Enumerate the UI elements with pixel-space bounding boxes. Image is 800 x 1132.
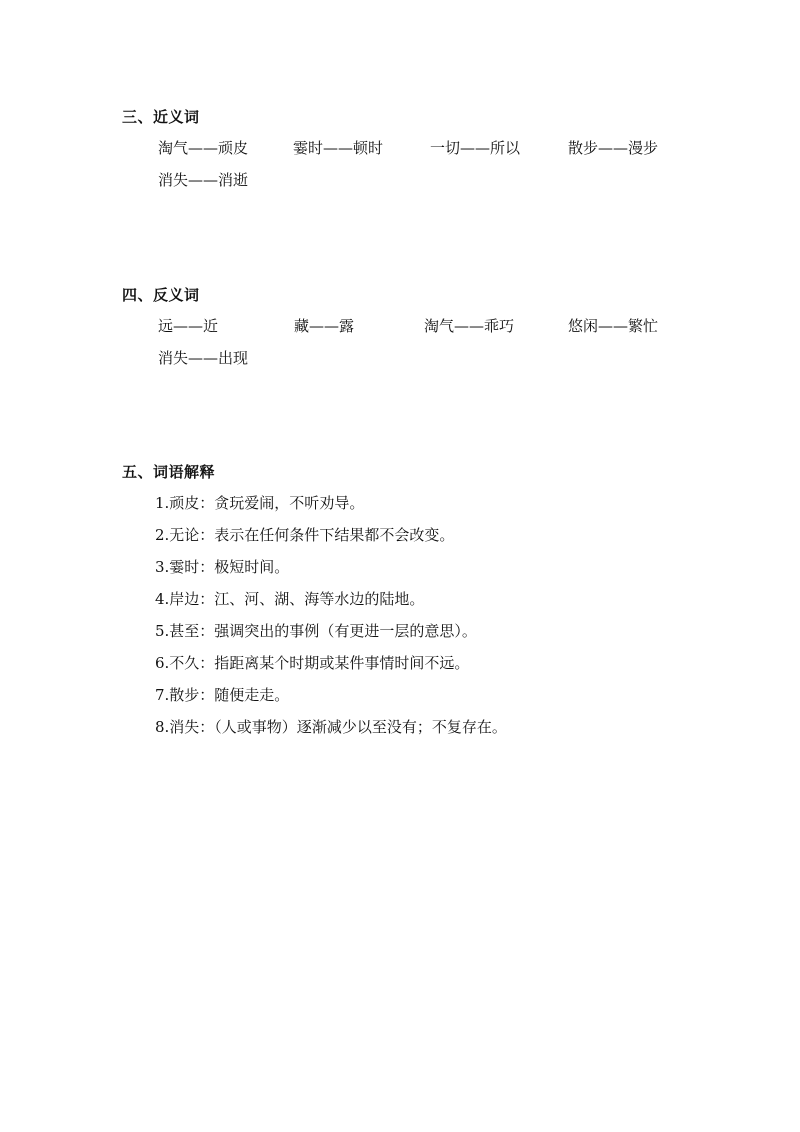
definition-item: 8.消失：（人或事物）逐渐减少以至没有；不复存在。 <box>155 718 507 736</box>
definition-item: 2.无论：表示在任何条件下结果都不会改变。 <box>155 526 455 544</box>
antonym-pair: 悠闲——繁忙 <box>568 317 659 335</box>
definitions-heading: 五、词语解释 <box>122 463 216 481</box>
antonym-pair: 藏——露 <box>294 317 355 335</box>
antonym-pair: 淘气——乖巧 <box>424 317 515 335</box>
definition-item: 6.不久：指距离某个时期或某件事情时间不远。 <box>155 654 470 672</box>
definition-item: 4.岸边：江、河、湖、海等水边的陆地。 <box>155 590 425 608</box>
synonym-pair: 散步——漫步 <box>568 139 659 157</box>
antonym-pair: 消失——出现 <box>158 349 249 367</box>
antonyms-row-2 <box>158 347 718 371</box>
synonym-pair: 淘气——顽皮 <box>158 139 249 157</box>
definition-item: 7.散步：随便走走。 <box>155 686 290 704</box>
synonyms-row-1 <box>158 137 718 161</box>
synonyms-row-2 <box>158 169 718 193</box>
synonym-pair: 一切——所以 <box>430 139 521 157</box>
antonyms-row-1 <box>158 315 718 339</box>
definition-item: 5.甚至：强调突出的事例（有更进一层的意思）。 <box>155 622 477 640</box>
synonym-pair: 消失——消逝 <box>158 171 249 189</box>
definition-item: 3.霎时：极短时间。 <box>155 558 290 576</box>
definition-item: 1.顽皮：贪玩爱闹，不听劝导。 <box>155 494 365 512</box>
synonym-pair: 霎时——顿时 <box>293 139 384 157</box>
synonyms-heading: 三、近义词 <box>122 108 200 126</box>
antonym-pair: 远——近 <box>158 317 219 335</box>
antonyms-heading: 四、反义词 <box>122 286 200 304</box>
